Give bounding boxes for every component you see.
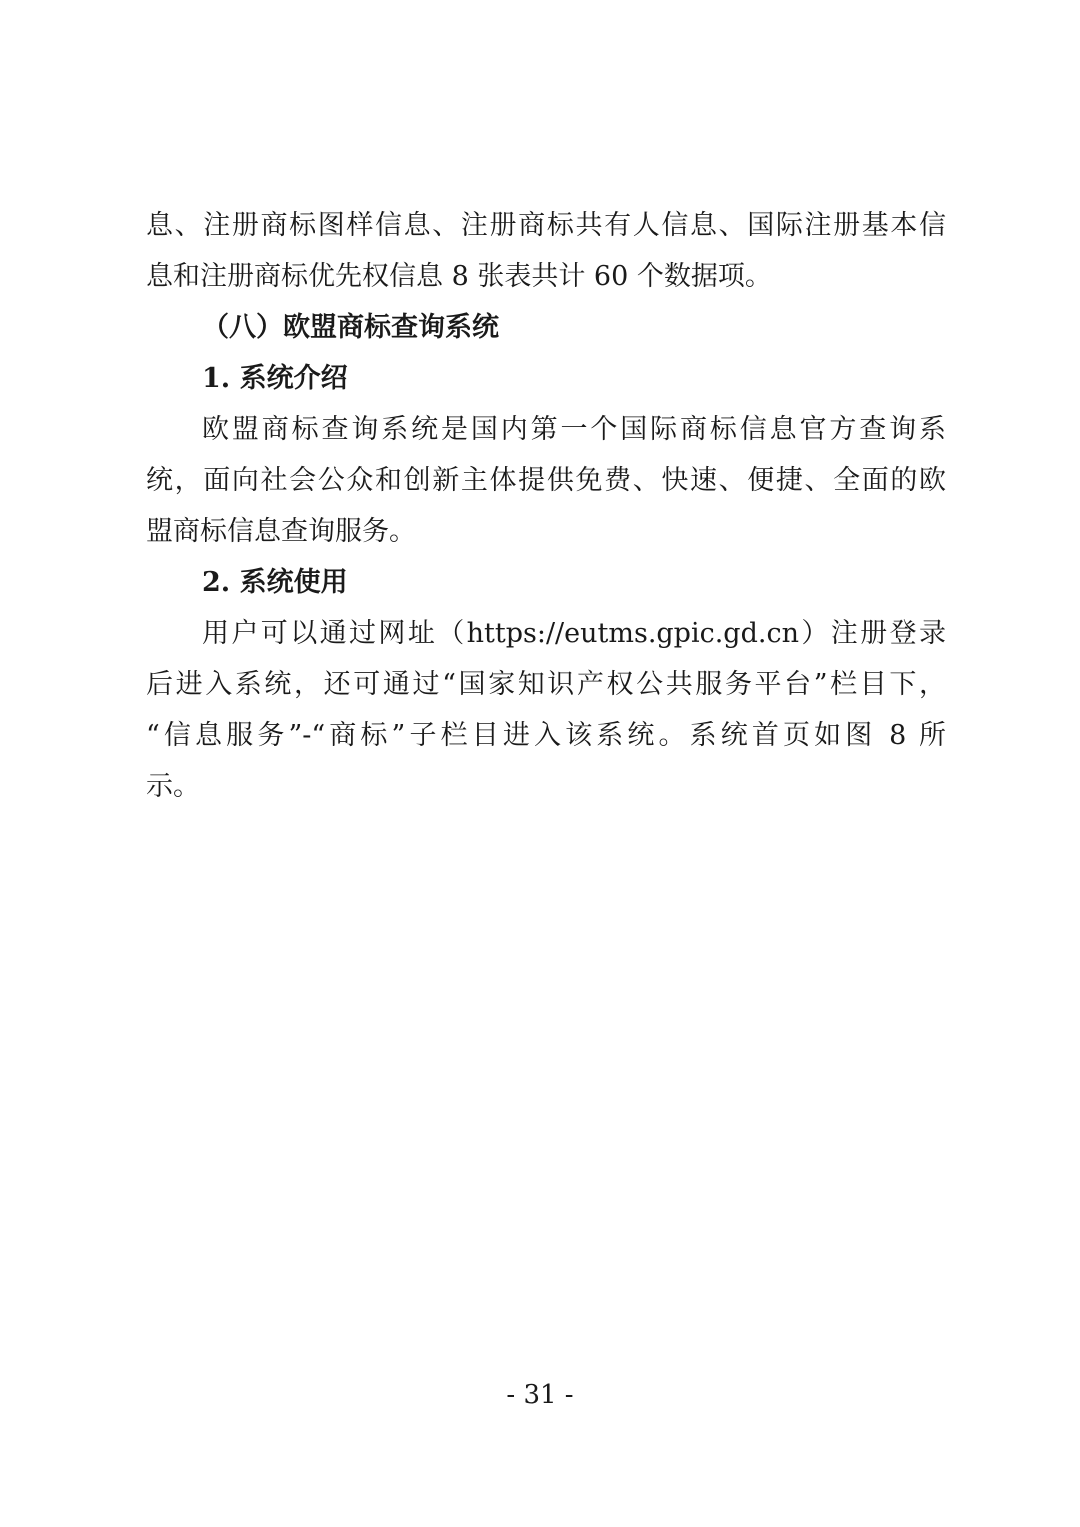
subsection-heading-1: 1. 系统介绍 [202,363,348,394]
paragraph-line: 用户可以通过网址（https://eutms.gpic.gd.cn）注册登录 [202,618,946,649]
page-number: - 31 - [506,1380,574,1410]
paragraph-line: 盟商标信息查询服务。 [146,516,416,547]
paragraph-line: 息和注册商标优先权信息 8 张表共计 60 个数据项。 [146,261,772,292]
section-heading: （八）欧盟商标查询系统 [202,312,499,343]
paragraph-line: 息、注册商标图样信息、注册商标共有人信息、国际注册基本信 [146,210,946,241]
paragraph-line: “信息服务”-“商标”子栏目进入该系统。系统首页如图 8 所 [146,720,946,751]
subsection-heading-2: 2. 系统使用 [202,567,348,598]
paragraph-line: 后进入系统，还可通过“国家知识产权公共服务平台”栏目下， [146,669,946,700]
paragraph-line: 统，面向社会公众和创新主体提供免费、快速、便捷、全面的欧 [146,465,946,496]
paragraph-line: 欧盟商标查询系统是国内第一个国际商标信息官方查询系 [202,414,946,445]
paragraph-line: 示。 [146,771,200,802]
document-body [146,200,946,812]
